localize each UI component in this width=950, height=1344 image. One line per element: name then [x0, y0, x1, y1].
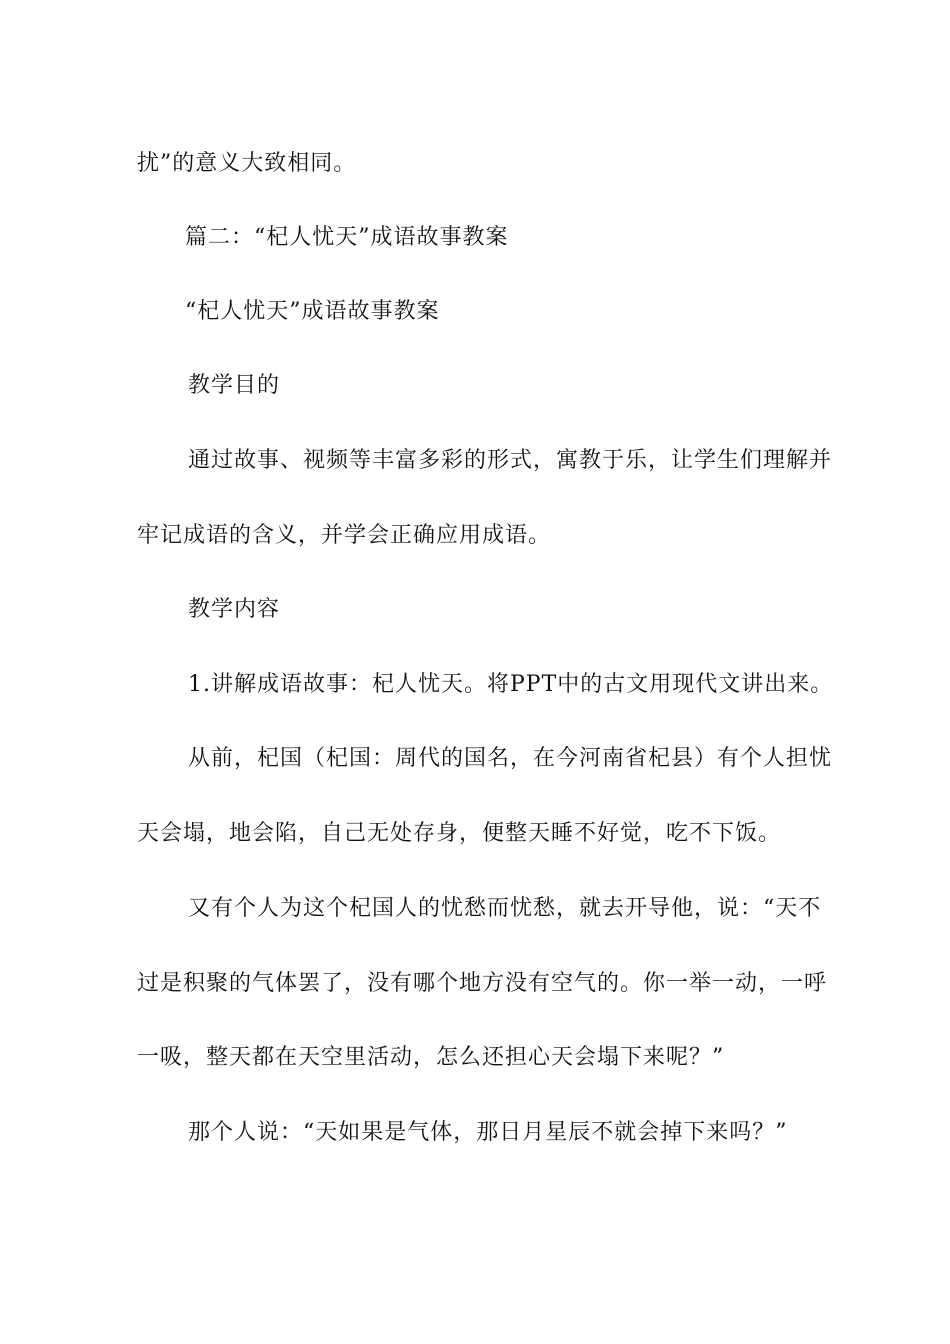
- section-heading: 篇二：“杞人忧天”成语故事教案: [185, 225, 509, 250]
- paragraph-line: 天会塌，地会陷，自己无处存身，便整天睡不好觉，吃不下饭。: [137, 821, 782, 846]
- subheading-teaching-goal: 教学目的: [188, 373, 281, 398]
- paragraph-line: 过是积聚的气体罢了，没有哪个地方没有空气的。你一举一动，一呼: [137, 971, 828, 996]
- paragraph-continuation: 扰”的意义大致相同。: [137, 151, 357, 176]
- document-title: “杞人忧天”成语故事教案: [185, 299, 440, 324]
- paragraph-line: 1.讲解成语故事：杞人忧天。将PPT中的古文用现代文讲出来。: [188, 672, 834, 697]
- subheading-teaching-content: 教学内容: [188, 597, 281, 622]
- paragraph-line: 一吸，整天都在天空里活动，怎么还担心天会塌下来呢？”: [137, 1045, 725, 1070]
- paragraph-line: 通过故事、视频等丰富多彩的形式，寓教于乐，让学生们理解并: [188, 448, 833, 473]
- paragraph-line: 从前，杞国（杞国：周代的国名，在今河南省杞县）有个人担忧: [188, 746, 833, 771]
- paragraph-line: 又有个人为这个杞国人的忧愁而忧愁，就去开导他，说：“天不: [188, 896, 822, 921]
- paragraph-line: 牢记成语的含义，并学会正确应用成语。: [137, 523, 552, 548]
- paragraph-line: 那个人说：“天如果是气体，那日月星辰不就会掉下来吗？”: [188, 1120, 788, 1145]
